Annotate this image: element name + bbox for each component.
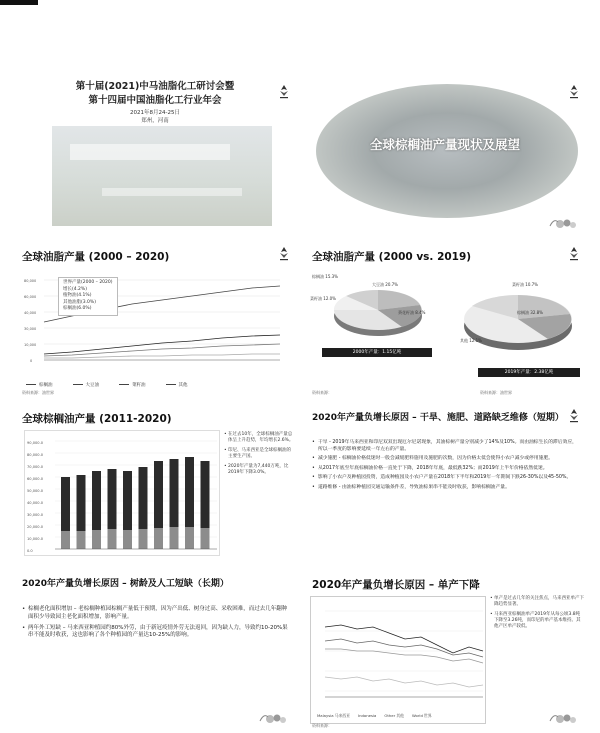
inset-legend-item: 植物油(4.1%): [63, 293, 92, 298]
bar-upper: [139, 467, 148, 529]
inset-legend-item: 其他油脂(3.0%): [63, 299, 96, 305]
svg-text:30,000: 30,000: [24, 327, 37, 331]
bar-upper: [92, 471, 101, 530]
svg-text:10,000: 10,000: [24, 343, 37, 347]
y-tick: 20,000.0: [27, 525, 44, 529]
y-tick: 70,000.0: [27, 465, 44, 469]
bar-lower: [123, 530, 132, 549]
legend-item: 菜籽油: [119, 382, 146, 388]
note-item: • 在过去10年，全球棕榈油产量总体呈上升趋势，年均增长2.6%。: [224, 432, 294, 444]
slide-title: 2020年产量负增长原因 – 单产下降: [312, 579, 480, 591]
legend-item: Malaysia 马来西亚: [317, 713, 350, 718]
bullet-item: • 从2017年底至年底棕榈油价格一直处于下降，2018年年底，最低跌32%；而2019年上半年价格依然低迷。: [312, 466, 580, 473]
date-line: 2021年8月24-25日: [130, 110, 180, 116]
mpob-logo-icon: [276, 84, 292, 100]
mpob-logo-icon: [566, 408, 582, 424]
y-tick: 60,000.0: [27, 477, 44, 481]
bar-upper: [77, 475, 86, 531]
legend-item: 其他: [166, 382, 188, 388]
bar-lower: [154, 528, 163, 549]
slide-palm-bar[interactable]: [12, 402, 298, 567]
bullet-item: • 棕榈老化面积增加 – 老棕榈种植园棕榈产量低于预期，因为产出低、树身过高、采收困难，而过去几年翻种面积少导致园主老化面积增加，影响产量。: [22, 606, 290, 622]
top-dark-bar: [0, 0, 38, 5]
inset-legend-item: 增长(4.2%): [63, 286, 87, 292]
y-tick: 50,000.0: [27, 489, 44, 493]
conference-date: [12, 109, 298, 125]
palm-fruit-icon: [250, 707, 290, 727]
yield-line-chart: [311, 597, 487, 725]
series-line-palm: [44, 335, 280, 354]
pie-label: 菜籽油 12.0%: [310, 296, 336, 301]
pie-label: 大豆油 20.7%: [372, 282, 398, 287]
slide-title[interactable]: [302, 78, 588, 238]
mpob-logo-icon: [566, 84, 582, 100]
slide-title: 2020年产量负增长原因 – 树龄及人工短缺（长期）: [22, 579, 229, 589]
inset-legend-item: 世界产量(2000 – 2020): [63, 280, 113, 285]
series-line-indonesia: [325, 639, 483, 657]
bar-chart-panel: [24, 430, 220, 556]
bullet-list: [312, 440, 580, 495]
pie-label: 棕榈油 32.8%: [517, 310, 543, 315]
pie-chart-2019: [452, 284, 582, 364]
slide-oil-production-line[interactable]: [12, 240, 298, 400]
pie-label: 其他 12.1%: [460, 338, 482, 343]
source-note: 资料来源：: [312, 723, 332, 728]
slide-oil-pies[interactable]: [302, 240, 588, 400]
slide-yield-decline[interactable]: [302, 568, 588, 733]
series-line-other: [325, 677, 483, 687]
bar-upper: [185, 457, 194, 527]
y-tick: 30,000.0: [27, 513, 44, 517]
bar-lower: [185, 527, 194, 549]
series-line-malaysia: [325, 625, 483, 653]
bar-upper: [61, 477, 70, 531]
y-tick: 10,000.0: [27, 537, 44, 541]
source-note-right: 资料来源：油世界: [480, 390, 512, 395]
pie-label: 棕榈油 15.3%: [312, 274, 338, 279]
bullet-list: [22, 606, 290, 643]
mpob-logo-icon: [566, 246, 582, 262]
conference-line-1: 第十届(2021)中马油脂化工研讨会暨: [75, 81, 235, 92]
bar-lower: [61, 531, 70, 549]
legend-item: 棕榈油: [26, 382, 53, 388]
palm-fruit-icon: [540, 212, 580, 232]
y-tick: 90,000.0: [27, 441, 44, 445]
mpob-logo-icon: [276, 246, 292, 262]
yield-chart-panel: [310, 596, 486, 724]
side-notes: [490, 596, 584, 634]
slide-title: 2020年产量负增长原因 – 干旱、施肥、道路缺乏维修（短期）: [312, 413, 564, 423]
bar-lower: [108, 529, 117, 549]
legend-item: World 世界: [411, 713, 432, 718]
legend-item: Indonesia: [358, 713, 377, 718]
bullet-item: • 干旱 - 2019年马来西亚和印尼双双出现厄尔尼诺现象，其油棕树产量分别减少了14%及10%。而由油棕生长的滞后效应，所以一季度的影响要延续一年左右的产量。: [312, 440, 580, 453]
bar-lower: [139, 529, 148, 549]
bullet-item: • 影响了小农户及种植园投资，造成种植园及小农户产量在2018年下半年和2019年一年期间下跌26-30%以及45-50%。: [312, 475, 580, 482]
slide-title: 全球棕榈油产量 (2011-2020): [22, 413, 172, 425]
bullet-item: • 道路维修 - 由油棕种植园交通运输条件差，导致油棕果串不能及时收获，影响棕榈油产量。: [312, 485, 580, 492]
slide-drivers-long[interactable]: [12, 568, 298, 733]
production-caption-2019: 2019年产量：2.38亿吨: [478, 368, 580, 377]
source-note: 资料来源：: [312, 390, 332, 395]
svg-text:0: 0: [30, 359, 33, 363]
bar-lower: [201, 528, 210, 549]
svg-text:40,000: 40,000: [24, 311, 37, 315]
y-axis-ticks: [27, 437, 43, 557]
slide-cover[interactable]: [12, 78, 298, 238]
source-note: 资料来源：油世界: [22, 390, 54, 395]
conference-title: [12, 80, 298, 108]
bar-chart: [25, 431, 221, 557]
y-tick: 40,000.0: [27, 501, 44, 505]
bar-upper: [123, 471, 132, 530]
chart-legend: [26, 382, 188, 388]
y-tick: 80,000.0: [27, 453, 44, 457]
chart-legend: [317, 713, 432, 719]
slide-title: 全球油脂产量 (2000 vs. 2019): [312, 251, 472, 263]
chart-inset-legend: [58, 277, 118, 316]
note-item: • 印尼、马来西亚是全球棕榈油的主要生产国。: [224, 448, 294, 460]
bar-lower: [92, 530, 101, 549]
inset-legend-item: 棕榈油(6.0%): [63, 306, 92, 311]
cover-banner: [70, 144, 230, 160]
bar-upper: [170, 459, 179, 527]
svg-text:80,000: 80,000: [24, 279, 37, 283]
production-caption-2000: 2000年产量：1.15亿吨: [322, 348, 432, 357]
conference-line-2: 第十四届中国油脂化工行业年会: [88, 95, 222, 106]
bullet-item: • 两年外工短缺 – 马来西亚种植园约80%外劳，由于新冠疫情外劳无法返回，因为缺人力，导致约10-20%果串不能及时收获，这也影响了各个种植园的产量达10-25%的影响。: [22, 625, 290, 641]
side-notes: [224, 432, 294, 480]
bar-lower: [77, 531, 86, 549]
bar-upper: [154, 461, 163, 528]
cover-photo: [52, 126, 272, 226]
y-tick: 0.0: [27, 549, 33, 553]
note-item: • 马来西亚棕榈油单产2019年从每公顷3.8吨下降至3.26吨，而印尼的单产基本维持。其他产区单产较低。: [490, 612, 584, 630]
svg-text:60,000: 60,000: [24, 295, 37, 299]
palm-fruit-icon: [540, 707, 580, 727]
bar-lower: [170, 527, 179, 549]
cover-subtitle-strip: [102, 188, 242, 196]
location-line: 郑州，河南: [141, 118, 169, 124]
bar-upper: [201, 461, 210, 528]
pie-label: 葵花籽油 8.4%: [398, 310, 426, 315]
note-item: • 单产是过去几年的关注焦点，马来西亚单产下降趋势显著。: [490, 596, 584, 608]
legend-item: Other 其他: [384, 713, 404, 718]
legend-item: 大豆油: [73, 382, 100, 388]
slide-drivers-short[interactable]: [302, 402, 588, 567]
note-item: • 2020年产量为7,440万吨，比2019年下降3.0%。: [224, 464, 294, 476]
pie-label: 菜籽油 10.7%: [512, 282, 538, 287]
slide-title: 全球油脂产量 (2000 – 2020): [22, 251, 170, 263]
bar-upper: [108, 469, 117, 529]
slide-main-title: 全球棕榈油产量现状及展望: [369, 137, 520, 152]
bullet-item: • 减少施肥 - 棕榈油价格低迷时一般会减缓肥料施用及施肥的次数，因为价格太低会使得小农户减少或停用施肥。: [312, 456, 580, 463]
